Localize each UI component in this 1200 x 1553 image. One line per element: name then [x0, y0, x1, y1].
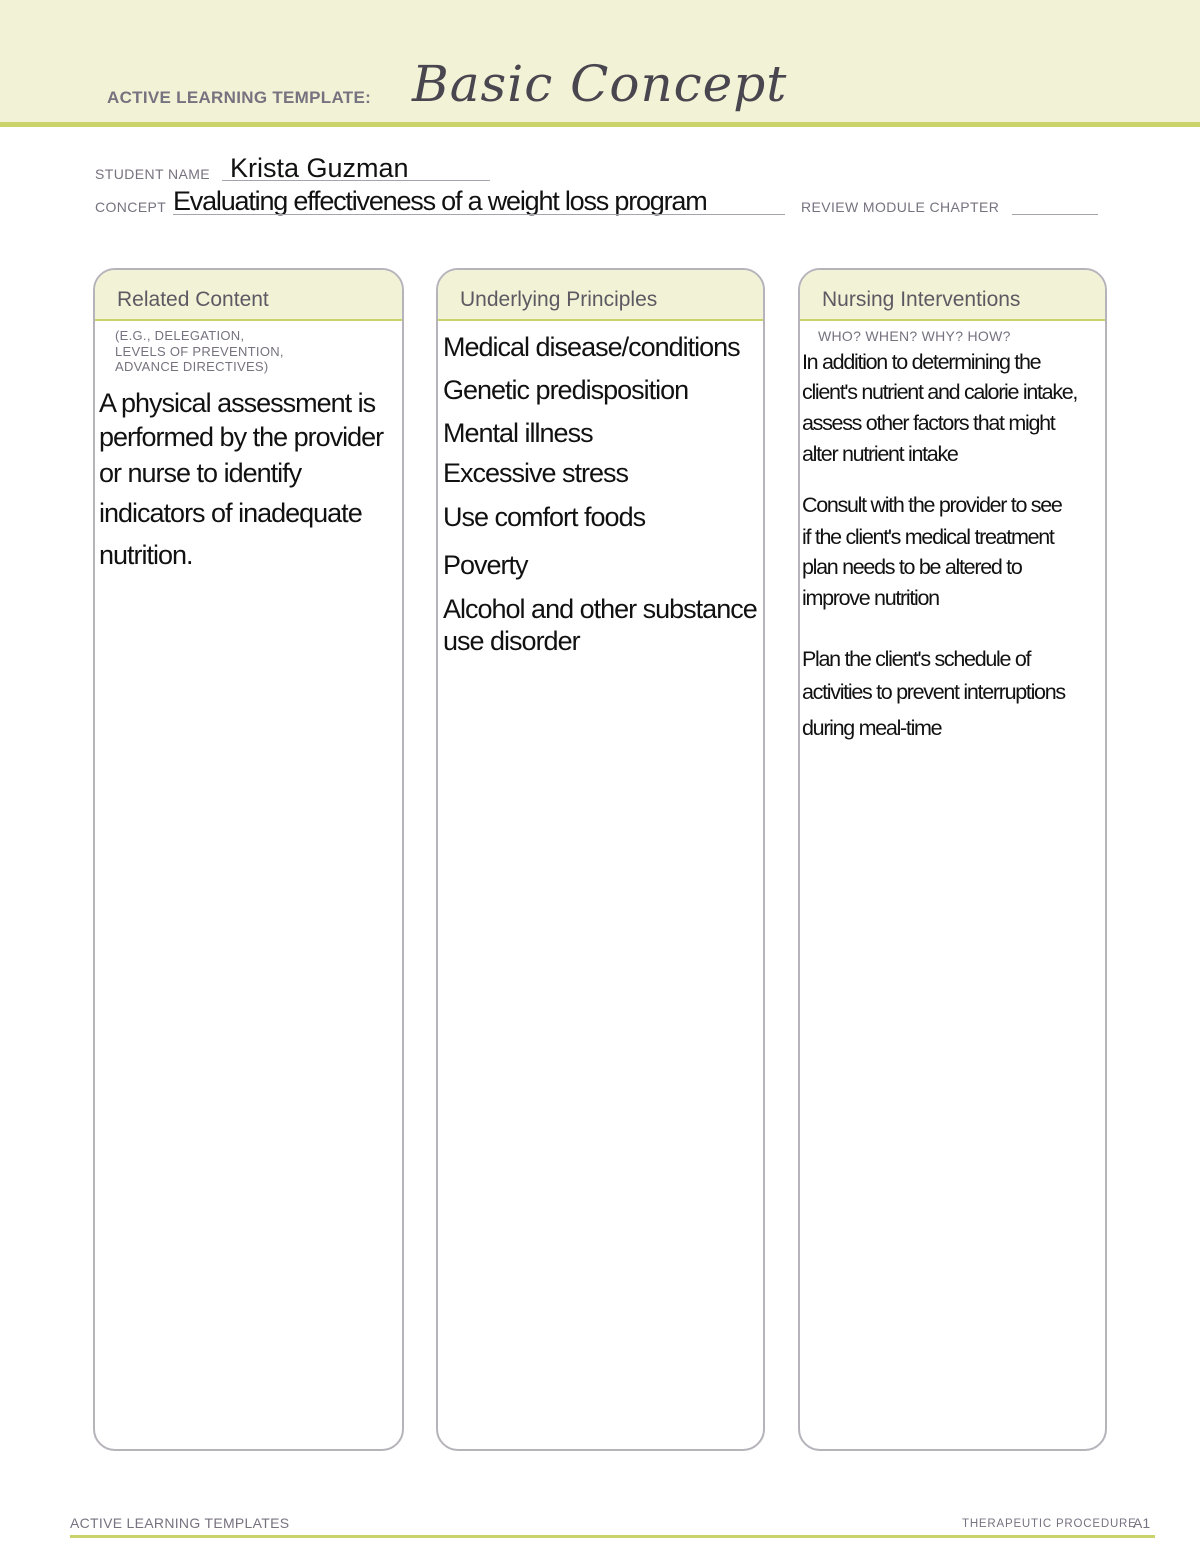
nursing-interventions-title: Nursing Interventions [800, 270, 1105, 321]
related-content-column [93, 268, 404, 1451]
principle-line: Mental illness [443, 418, 593, 448]
underlying-principles-title: Underlying Principles [438, 270, 763, 321]
related-line: indicators of inadequate [99, 498, 362, 528]
header-divider [0, 122, 1200, 127]
review-module-underline[interactable] [1012, 214, 1098, 215]
related-line: nutrition. [99, 540, 193, 570]
related-line: or nurse to identify [99, 458, 302, 488]
related-line: performed by the provider [99, 422, 384, 452]
intervention-line: activities to prevent interruptions [802, 680, 1065, 704]
principle-line: Medical disease/conditions [443, 332, 740, 362]
student-name-label: STUDENT NAME [95, 166, 210, 182]
student-name-underline [222, 180, 490, 181]
intervention-line: client's nutrient and calorie intake, [802, 380, 1078, 404]
principle-line: Alcohol and other substance [443, 594, 757, 624]
intervention-line: if the client's medical treatment [802, 525, 1054, 549]
intervention-line: improve nutrition [802, 586, 939, 610]
related-content-title: Related Content [95, 270, 402, 321]
principle-line: Poverty [443, 550, 528, 580]
concept-value[interactable]: Evaluating effectiveness of a weight loss program [173, 186, 707, 216]
intervention-line: Plan the client's schedule of [802, 647, 1031, 671]
underlying-principles-column [436, 268, 765, 1451]
review-module-label: REVIEW MODULE CHAPTER [801, 199, 1000, 215]
intervention-line: Consult with the provider to see [802, 493, 1062, 517]
nursing-interventions-column [798, 268, 1107, 1451]
nursing-interventions-subtitle: WHO? WHEN? WHY? HOW? [818, 328, 1011, 344]
principle-line: Genetic predisposition [443, 375, 689, 405]
principle-line: use disorder [443, 626, 580, 656]
intervention-line: assess other factors that might [802, 411, 1055, 435]
intervention-line: during meal-time [802, 716, 942, 740]
template-title: Basic Concept [412, 55, 788, 113]
footer-page-number: A1 [1133, 1515, 1151, 1531]
concept-underline [173, 214, 785, 215]
related-line: A physical assessment is [99, 388, 376, 418]
intervention-line: In addition to determining the [802, 350, 1041, 374]
intervention-line: plan needs to be altered to [802, 555, 1022, 579]
footer-left-label: ACTIVE LEARNING TEMPLATES [70, 1515, 290, 1531]
student-name-value[interactable]: Krista Guzman [230, 153, 409, 183]
related-content-subtitle: (E.G., DELEGATION, LEVELS OF PREVENTION, ADVANCE DIRECTIVES) [115, 328, 284, 374]
footer-divider [70, 1535, 1155, 1538]
concept-label: CONCEPT [95, 199, 167, 215]
principle-line: Excessive stress [443, 458, 629, 488]
template-label: ACTIVE LEARNING TEMPLATE: [107, 88, 372, 107]
intervention-line: alter nutrient intake [802, 442, 958, 466]
principle-line: Use comfort foods [443, 502, 646, 532]
footer-right-label: THERAPEUTIC PROCEDURE [962, 1518, 1137, 1530]
